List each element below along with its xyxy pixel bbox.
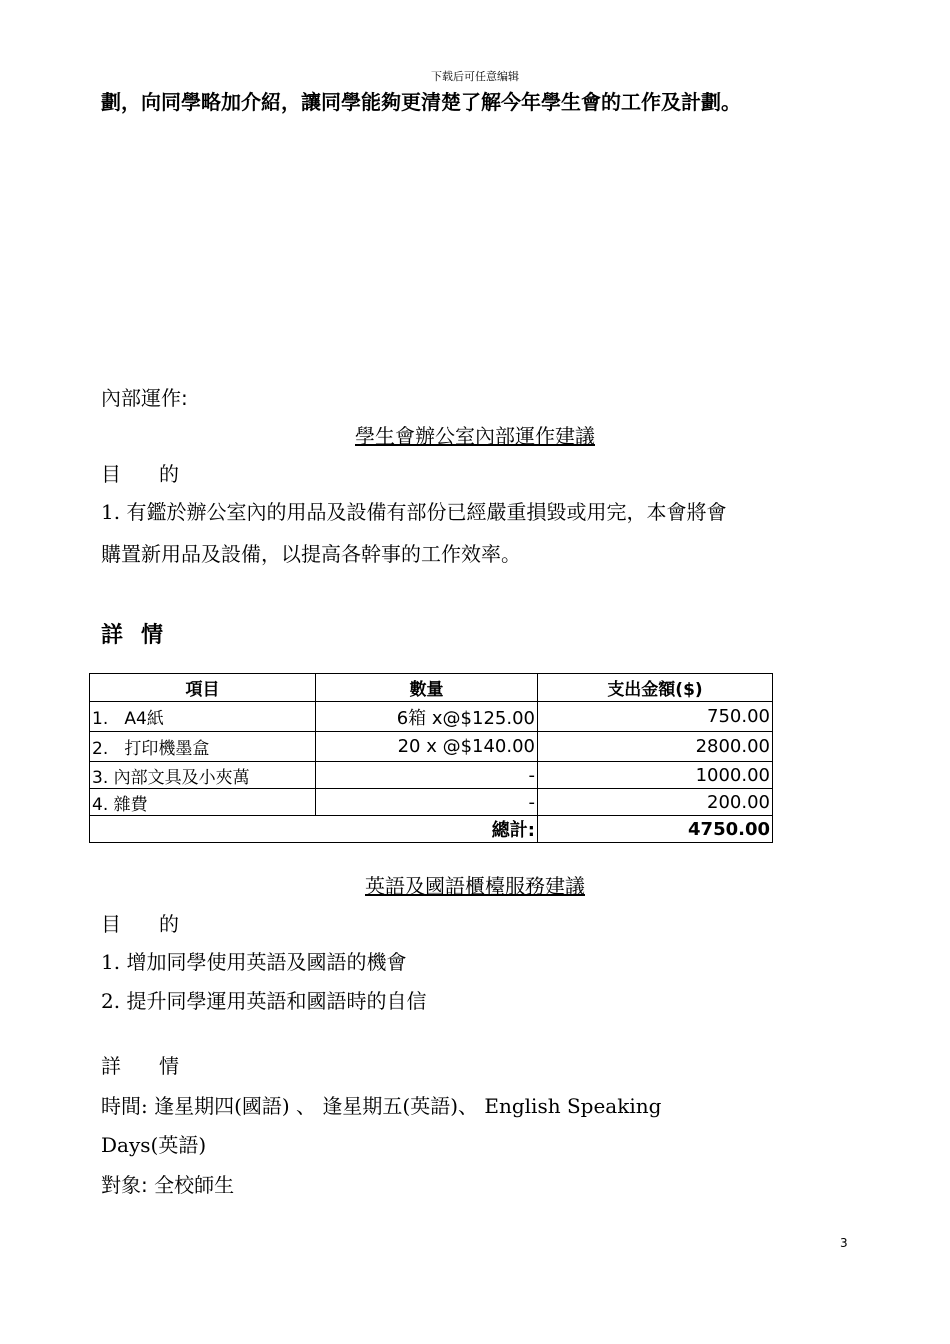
proposal2-purpose-line1: 1. 增加同學使用英語及國語的機會 (101, 950, 407, 974)
table-header-row (90, 674, 773, 702)
header-note: 下载后可任意编辑 (431, 70, 519, 83)
proposal1-purpose-line2: 購置新用品及設備，以提高各幹事的工作效率。 (101, 542, 521, 566)
proposal2-target-line: 對象: 全校師生 (101, 1173, 235, 1197)
expense-table (89, 673, 773, 843)
table-row (90, 732, 773, 762)
column-header-qty: 數量 (316, 674, 538, 702)
cell-item: 2. 打印機墨盒 (90, 732, 316, 762)
proposal1-purpose-label: 目的 (101, 462, 217, 486)
cell-item: 3. 內部文具及小夾萬 (90, 762, 316, 789)
cell-item: 4. 雜費 (90, 789, 316, 816)
cell-amount: 750.00 (538, 702, 773, 732)
column-header-item: 項目 (90, 674, 316, 702)
cell-qty: - (316, 762, 538, 789)
proposal2-purpose-line2: 2. 提升同學運用英語和國語時的自信 (101, 989, 427, 1013)
cell-amount: 1000.00 (538, 762, 773, 789)
table-row (90, 702, 773, 732)
proposal2-purpose-label: 目的 (101, 912, 217, 936)
proposal2-details-label: 詳情 (101, 1054, 217, 1078)
proposal1-purpose-line1: 1. 有鑑於辦公室內的用品及設備有部份已經嚴重損毀或用完，本會將會 (101, 500, 727, 524)
proposal1-details-label: 詳情 (101, 623, 182, 648)
total-value: 4750.00 (538, 816, 773, 843)
cell-amount: 200.00 (538, 789, 773, 816)
proposal2-title: 英語及國語櫃檯服務建議 (365, 874, 585, 898)
table-row (90, 762, 773, 789)
cell-qty: 20 x @$140.00 (316, 732, 538, 762)
total-label: 總計: (90, 816, 538, 843)
cell-qty: - (316, 789, 538, 816)
proposal1-title: 學生會辦公室內部運作建議 (355, 424, 595, 448)
cell-amount: 2800.00 (538, 732, 773, 762)
proposal2-time-line1: 時間: 逢星期四(國語) 、 逢星期五(英語)、 English Speaking (101, 1094, 662, 1118)
lead-paragraph: 劃，向同學略加介紹，讓同學能夠更清楚了解今年學生會的工作及計劃。 (101, 90, 741, 114)
table-total-row (90, 816, 773, 843)
section-heading-internal: 內部運作: (101, 386, 188, 410)
cell-item: 1. A4紙 (90, 702, 316, 732)
cell-qty: 6箱 x@$125.00 (316, 702, 538, 732)
page-number: 3 (840, 1236, 848, 1250)
proposal2-time-line2: Days(英語) (101, 1133, 207, 1157)
column-header-amount: 支出金額($) (538, 674, 773, 702)
table-row (90, 789, 773, 816)
